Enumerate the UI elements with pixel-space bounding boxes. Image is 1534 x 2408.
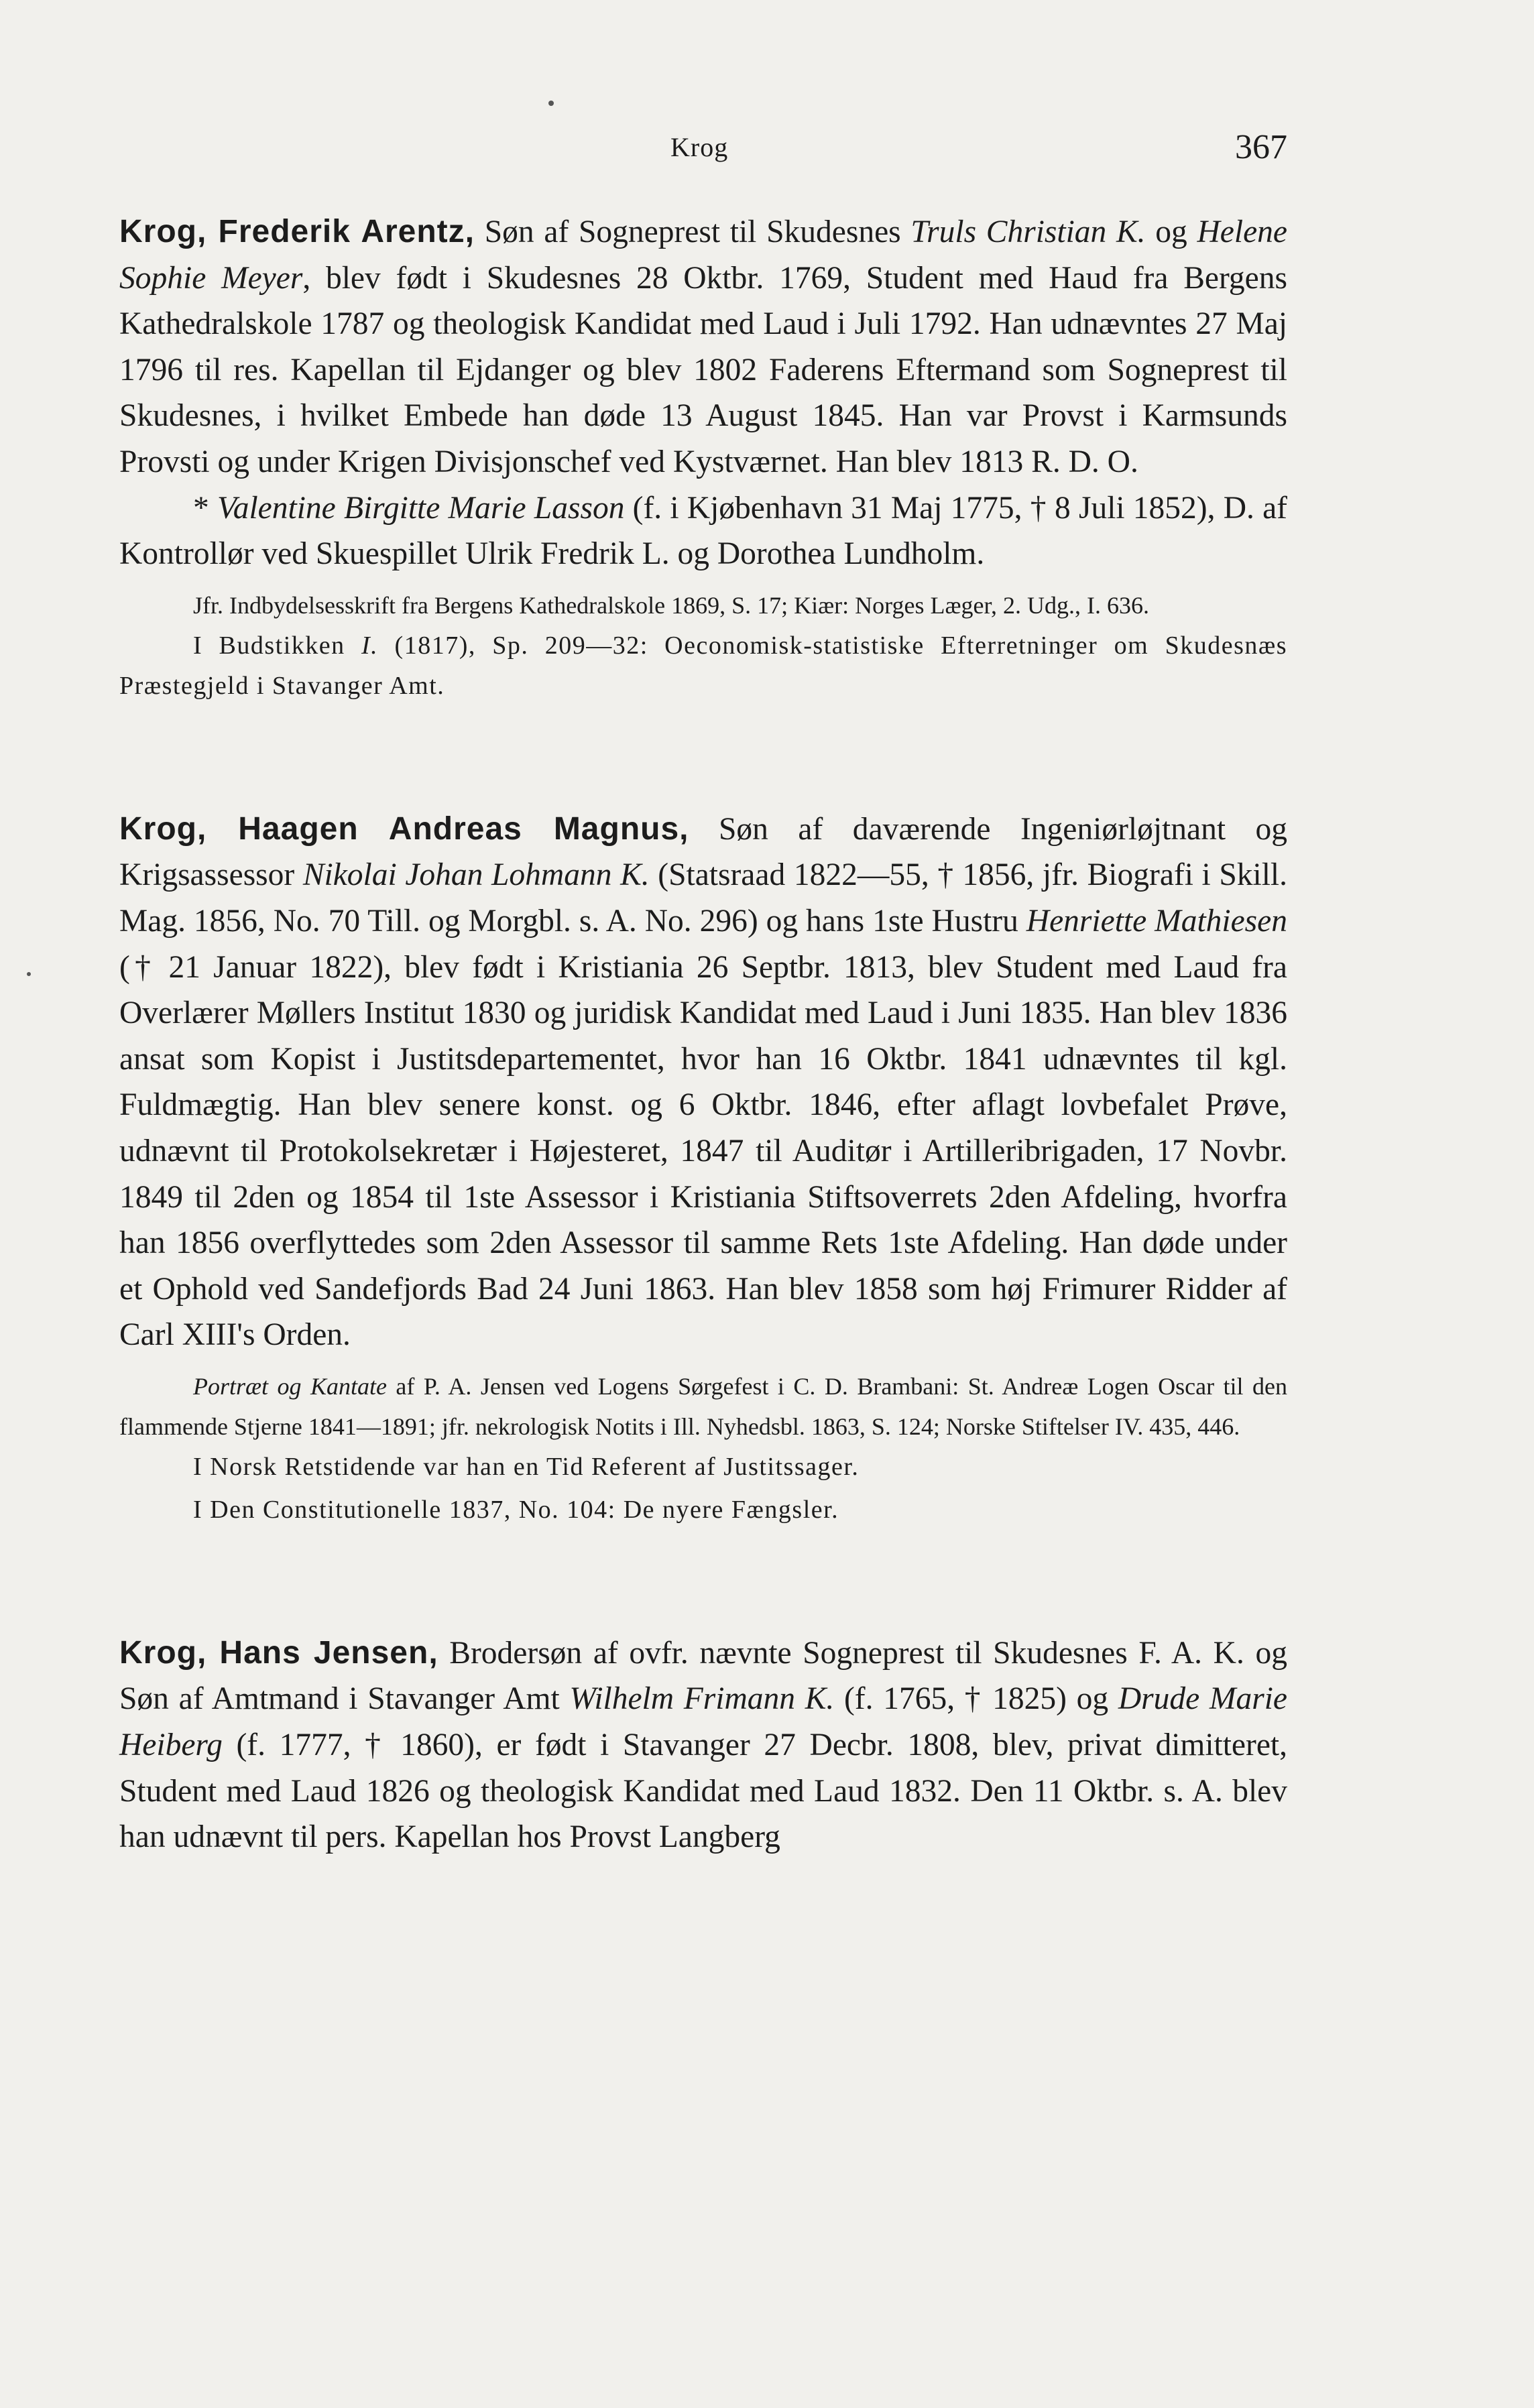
text-run: (Statsraad 1822—55, † 1856, jfr. Biografi i Skill. Mag. 1856, No. 70 Till. og Morgbl. s. A. No. 296) og hans 1ste Hustru	[119, 857, 1287, 939]
italic-name: Portræt og Kantate	[193, 1372, 387, 1400]
italic-name: Valentine Birgitte Marie Lasson	[217, 490, 625, 526]
page-number: 367	[1235, 128, 1287, 166]
italic-name: Henriette Mathiesen	[1026, 903, 1287, 939]
text-run: Jfr. Indbydelsesskrift fra Bergens Kathedralskole 1869, S. 17; Kiær: Norges Læger, 2. Udg., I. 636.	[193, 591, 1150, 619]
italic-name: I.	[361, 631, 379, 660]
ink-speck	[548, 101, 554, 106]
text-run: I Budstikken	[193, 631, 362, 660]
text-run: († 21 Januar 1822), blev født i Kristiania 26 Septbr. 1813, blev Student med Laud fra Overlærer Møllers Institut 1830 og juridisk Kandidat med Laud i Juni 1835. Han blev 1836 ansat som Kopist i Justitsdepartementet, hvor han 16 Oktbr. 1841 udnævntes til kgl. Fuldmægtig. Han blev senere konst. og 6 Oktbr. 1846, efter aflagt lovbefalet Prøve, udnævnt til Protokolsekretær i Højesteret, 1847 til Auditør i Artilleribrigaden, 17 Novbr. 1849 til 2den og 1854 til 1ste Assessor i Kristiania Stiftsoverrets 2den Afdeling, hvorfra han 1856 overflyttedes som 2den Assessor til samme Rets 1ste Afdeling. Han døde under et Ophold ved Sandefjords Bad 24 Juni 1863. Han blev 1858 som høj Frimurer Ridder af Carl XIII's Orden.	[119, 949, 1287, 1353]
italic-name: Helene Sophie Meyer	[119, 215, 1287, 296]
reference-note	[119, 1366, 1287, 1447]
entry-paragraph	[119, 806, 1287, 1358]
text-run: og	[1145, 215, 1197, 249]
running-title: Krog	[670, 132, 729, 162]
entry-paragraph	[119, 1630, 1287, 1860]
entry-paragraph	[119, 485, 1287, 577]
text-run: (f. i Kjøbenhavn 31 Maj 1775, † 8 Juli 1852), D. af Kontrollør ved Skuespillet Ulrik Fredrik L. og Dorothea Lundholm.	[119, 490, 1288, 572]
entry-name: Krog, Haagen Andreas Magnus,	[119, 810, 689, 847]
text-run: , blev født i Skudesnes 28 Oktbr. 1769, Student med Haud fra Bergens Kathedralskole 1787 og theologisk Kandidat med Laud i Juli 1792. Han udnævntes 27 Maj 1796 til res. Kapellan til Ejdanger og blev 1802 Faderens Eftermand som Sogneprest til Skudesnes, i hvilket Embede han døde 13 August 1845. Han var Provst i Karmsunds Provsti og under Krigen Divisjonschef ved Kystværnet. Han blev 1813 R. D. O.	[119, 260, 1288, 479]
text-run: I Norsk Retstidende var han en Tid Referent af Justitssager.	[193, 1452, 860, 1481]
biography-entries	[119, 209, 1287, 1860]
biography-entry	[119, 209, 1287, 706]
text-run: I Den Constitutionelle 1837, No. 104: De nyere Fængsler.	[193, 1495, 839, 1524]
text-run: Brodersøn af ovfr. nævnte Sogneprest til Skudesnes F. A. K. og Søn af Amtmand i Stavanger Amt	[119, 1635, 1288, 1717]
bibliography-item	[119, 1490, 1287, 1530]
text-run: *	[193, 490, 217, 526]
reference-note	[119, 585, 1287, 625]
italic-name: Wilhelm Frimann K.	[569, 1681, 835, 1717]
entry-paragraph	[119, 209, 1287, 485]
text-run: Søn af Sogneprest til Skudesnes	[475, 215, 911, 249]
biography-entry	[119, 1630, 1287, 1860]
text-run: af P. A. Jensen ved Logens Sørgefest i C. D. Brambani: St. Andreæ Logen Oscar til den flammende Stjerne 1841—1891; jfr. nekrologisk Notits i Ill. Nyhedsbl. 1863, S. 124; Norske Stiftelser IV. 435, 446.	[119, 1372, 1287, 1440]
italic-name: Truls Christian K.	[910, 215, 1146, 249]
bibliography-item	[119, 1447, 1287, 1487]
bibliography-item	[119, 625, 1287, 706]
text-run: (f. 1777, † 1860), er født i Stavanger 27 Decbr. 1808, blev, privat dimitteret, Student med Laud 1826 og theologisk Kandidat med Laud 1832. Den 11 Oktbr. s. A. blev han udnævnt til pers. Kapellan hos Provst Langberg	[119, 1728, 1287, 1855]
running-head	[119, 127, 1287, 174]
entry-name: Krog, Frederik Arentz,	[119, 214, 475, 249]
text-run: (f. 1765, † 1825) og	[834, 1681, 1118, 1717]
italic-name: Drude Marie Heiberg	[119, 1681, 1287, 1763]
text-run: (1817), Sp. 209—32: Oeconomisk-statistiske Efterretninger om Skudesnæs Præstegjeld i Stavanger Amt.	[119, 631, 1287, 700]
ink-speck	[27, 972, 31, 976]
entry-name: Krog, Hans Jensen,	[119, 1634, 438, 1671]
text-run: Søn af daværende Ingeniørløjtnant og Krigsassessor	[119, 811, 1287, 893]
biography-entry	[119, 806, 1287, 1530]
references-block	[119, 585, 1287, 706]
document-page	[119, 127, 1287, 1860]
references-block	[119, 1366, 1287, 1530]
italic-name: Nikolai Johan Lohmann K.	[302, 857, 650, 893]
